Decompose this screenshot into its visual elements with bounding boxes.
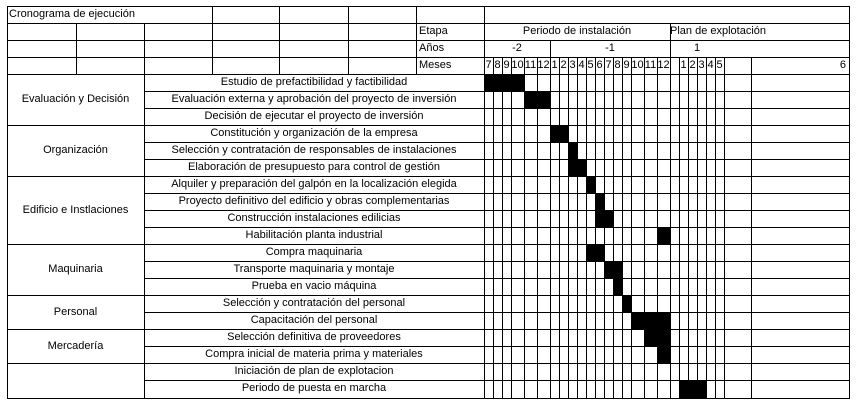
gantt-bar-cell	[631, 312, 644, 329]
year-label: -2	[512, 42, 522, 54]
task-label: Transporte maquinaria y montaje	[233, 263, 395, 275]
month-label: 3	[698, 59, 705, 71]
group-label: Maquinaria	[48, 263, 103, 275]
grid-line	[484, 74, 485, 399]
month-label: 8	[614, 59, 621, 71]
task-label: Iniciación de plan de explotacion	[234, 365, 394, 377]
gantt-bar-cell	[493, 74, 502, 91]
task-label: Constitución y organización de la empresa	[210, 127, 418, 139]
gantt-bar-cell	[568, 159, 577, 176]
month-label: 11	[524, 59, 537, 71]
gantt-bar-cell	[586, 176, 595, 193]
month-label: 12	[657, 59, 670, 71]
month-label: 11	[644, 59, 657, 71]
task-label: Selección y contratación del personal	[222, 297, 406, 309]
grid-line	[144, 398, 850, 399]
gantt-bar-cell	[657, 312, 670, 329]
gantt-bar-cell	[586, 244, 595, 261]
grid-line	[348, 6, 349, 75]
gantt-bar-cell	[644, 312, 657, 329]
task-label: Proyecto definitivo del edificio y obras complementarias	[178, 195, 450, 207]
gantt-bar-cell	[644, 329, 657, 346]
month-label: 9	[503, 59, 510, 71]
month-label: 2	[689, 59, 696, 71]
month-label: 6	[596, 59, 603, 71]
task-label: Selección y contratación de responsables de instalaciones	[171, 144, 457, 156]
month-label: 9	[623, 59, 630, 71]
grid-line	[7, 40, 485, 41]
gantt-bar-cell	[595, 193, 604, 210]
group-label: Personal	[53, 306, 98, 318]
gantt-bar-cell	[657, 227, 670, 244]
gantt-bar-cell	[604, 261, 613, 278]
gantt-spreadsheet	[7, 6, 849, 398]
task-label: Construcción instalaciones edilicias	[227, 212, 401, 224]
task-label: Decisión de ejecutar el proyecto de inversión	[204, 110, 424, 122]
grid-line	[416, 6, 417, 75]
month-label: 4	[578, 59, 585, 71]
gantt-bar-cell	[595, 244, 604, 261]
task-label: Estudio de prefactibilidad y factibilidad	[220, 76, 408, 88]
month-label: 4	[707, 59, 714, 71]
month-label: 10	[631, 59, 644, 71]
grid-line	[7, 363, 145, 364]
gantt-bar-cell	[595, 210, 604, 227]
month-label: 5	[587, 59, 594, 71]
gantt-bar-cell	[484, 74, 493, 91]
gantt-bar-cell	[537, 91, 550, 108]
task-label: Prueba en vacio máquina	[251, 280, 377, 292]
gantt-bar-cell	[559, 125, 568, 142]
anos-label: Años	[419, 42, 445, 54]
year-label: -1	[605, 42, 615, 54]
task-label: Elaboración de presupuesto para control de gestión	[188, 161, 440, 173]
month-label: 1	[551, 59, 558, 71]
task-label: Capacitación del personal	[250, 314, 378, 326]
gantt-bar-cell	[524, 91, 537, 108]
gantt-bar-cell	[568, 142, 577, 159]
etapa-label: Etapa	[419, 25, 448, 37]
period-label: Plan de explotación	[670, 25, 767, 37]
group-label: Evaluación y Decisión	[21, 93, 130, 105]
gantt-bar-cell	[511, 74, 524, 91]
gantt-bar-cell	[613, 278, 622, 295]
grid-line	[212, 6, 213, 75]
month-label: 1	[680, 59, 687, 71]
task-label: Compra maquinaria	[265, 246, 363, 258]
month-label: 7	[605, 59, 612, 71]
task-label: Habilitación planta industrial	[245, 229, 383, 241]
task-label: Alquiler y preparación del galpón en la localización elegida	[171, 178, 457, 190]
gantt-bar-cell	[657, 346, 670, 363]
gantt-bar-cell	[697, 380, 706, 398]
gantt-bar-cell	[657, 329, 670, 346]
group-label: Edificio e Instlaciones	[22, 204, 129, 216]
task-label: Compra inicial de materia prima y materiales	[205, 348, 423, 360]
month-label: 3	[569, 59, 576, 71]
gantt-bar-cell	[688, 380, 697, 398]
month-label: 8	[494, 59, 501, 71]
task-label: Evaluación externa y aprobación del proyecto de inversión	[171, 93, 457, 105]
sheet-title: Cronograma de ejecución	[9, 8, 135, 20]
month-label: 5	[716, 59, 723, 71]
gantt-bar-cell	[613, 261, 622, 278]
grid-line	[144, 23, 145, 75]
gantt-bar-cell	[502, 74, 511, 91]
task-label: Periodo de puesta en marcha	[241, 382, 387, 394]
grid-line	[7, 23, 485, 24]
gantt-bar-cell	[550, 125, 559, 142]
grid-line	[484, 74, 850, 75]
year-label: 1	[693, 42, 701, 54]
grid-line	[7, 57, 485, 58]
grid-line	[7, 398, 145, 399]
gantt-bar-cell	[604, 210, 613, 227]
month-label: 6	[839, 59, 846, 71]
meses-label: Meses	[419, 59, 452, 71]
month-label: 12	[537, 59, 550, 71]
gantt-bar-cell	[622, 295, 631, 312]
grid-line	[279, 6, 280, 75]
gantt-bar-cell	[679, 380, 688, 398]
month-label: 2	[560, 59, 567, 71]
task-label: Selección definitiva de proveedores	[227, 331, 401, 343]
group-label: Mercadería	[47, 340, 104, 352]
gantt-bar-cell	[577, 159, 586, 176]
grid-line	[76, 23, 77, 75]
group-label: Organización	[43, 144, 108, 156]
month-label: 10	[511, 59, 524, 71]
period-label: Periodo de instalación	[522, 25, 632, 37]
month-label: 7	[485, 59, 492, 71]
